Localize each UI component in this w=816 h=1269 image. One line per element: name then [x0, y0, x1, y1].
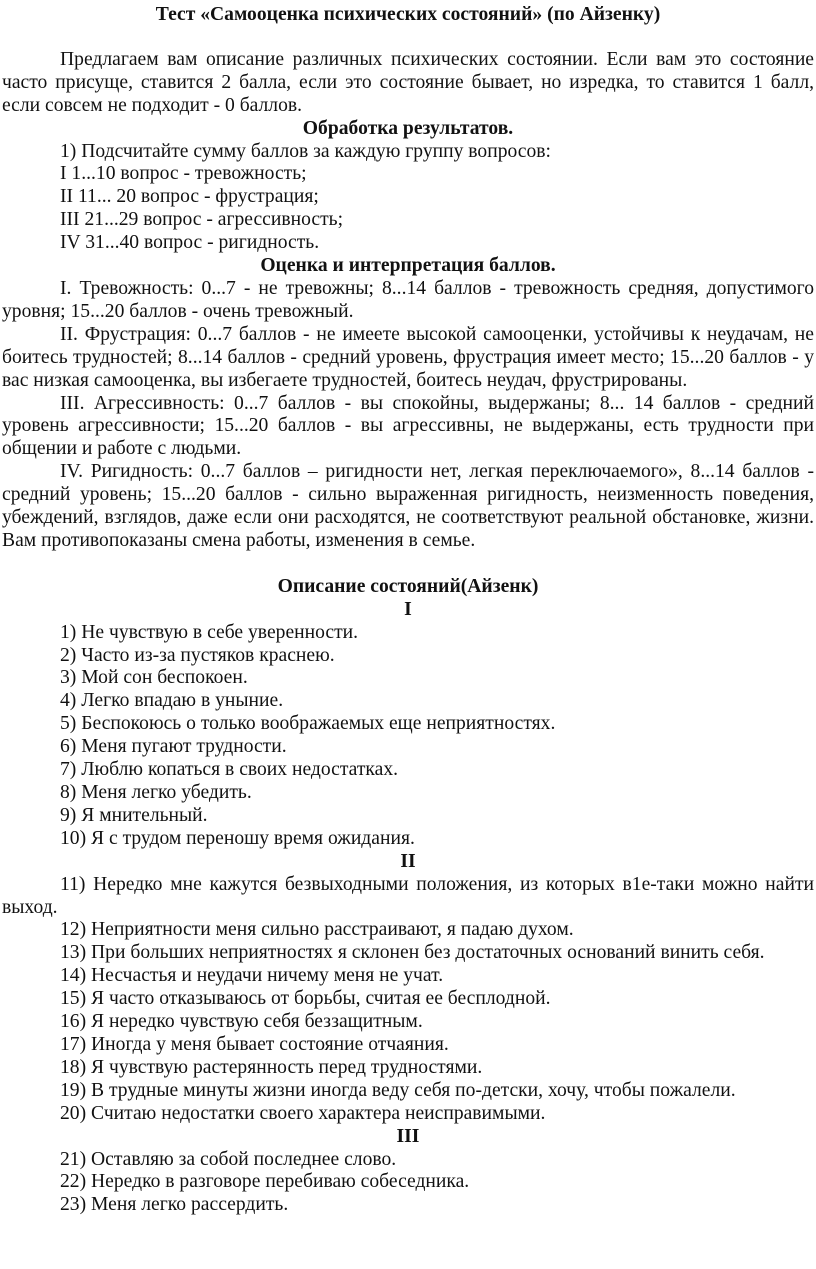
question-item: 23) Меня легко рассердить. [60, 1194, 289, 1216]
interpretation-heading: Оценка и интерпретация баллов. [260, 255, 556, 277]
question-item: 1) Не чувствую в себе уверенности. [60, 621, 359, 643]
group-line: III 21...29 вопрос - агрессивность; [60, 209, 344, 231]
question-item: 10) Я с трудом переношу время ожидания. [60, 827, 415, 849]
processing-step: 1) Подсчитайте сумму баллов за каждую группу вопросов: [60, 140, 551, 162]
question-item: 11) Нередко мне кажутся безвыходными положения, из которых в1е-таки можно найти выход. [2, 873, 814, 918]
interpretation-anxiety: I. Тревожность: 0...7 - не тревожны; 8...14 баллов - тревожность средняя, допустимого уровня; 15...20 баллов - очень тревожный. [2, 277, 814, 322]
group-line: II 11... 20 вопрос - фрустрация; [60, 186, 319, 208]
question-item: 8) Меня легко убедить. [60, 782, 252, 803]
group-line: IV 31...40 вопрос - ригидность. [60, 232, 320, 254]
question-item: 22) Нередко в разговоре перебиваю собеседника. [60, 1171, 470, 1193]
section-label-1: I [404, 598, 412, 620]
section-label-3: III [396, 1125, 420, 1147]
intro-paragraph: Предлагаем вам описание различных психических состоянии. Если вам это состояние часто присуще, ставится 2 балла, если это состояние бывает, но изредка, то ставится 1 балл, если совсем не подходит - 0 баллов. [2, 48, 814, 116]
question-item: 7) Люблю копаться в своих недостатках. [60, 759, 399, 781]
question-item: 17) Иногда у меня бывает состояние отчаяния. [60, 1033, 449, 1055]
question-item: 2) Часто из-за пустяков краснею. [60, 644, 335, 666]
question-item: 15) Я часто отказываюсь от борьбы, считая ее бесплодной. [60, 988, 551, 1010]
question-item: 21) Оставляю за собой последнее слово. [60, 1148, 397, 1170]
question-item: 19) В трудные минуты жизни иногда веду себя по-детски, хочу, чтобы пожалели. [60, 1079, 736, 1101]
question-item: 20) Считаю недостатки своего характера неисправимыми. [60, 1102, 546, 1124]
question-item: 5) Беспокоюсь о только воображаемых еще неприятностях. [60, 713, 556, 735]
question-item: 3) Мой сон беспокоен. [60, 667, 248, 689]
question-item: 14) Несчастья и неудачи ничему меня не учат. [60, 965, 444, 987]
question-item: 9) Я мнительный. [60, 804, 208, 826]
group-line: I 1...10 вопрос - тревожность; [60, 163, 307, 185]
processing-heading: Обработка результатов. [302, 117, 514, 139]
question-item: 16) Я нередко чувствую себя беззащитным. [60, 1011, 423, 1033]
question-item: 6) Меня пугают трудности. [60, 736, 287, 758]
interpretation-aggression: III. Агрессивность: 0...7 баллов - вы спокойны, выдержаны; 8... 14 баллов - средний уровень агрессивности; 15...20 баллов - вы агрессивны, не выдержаны, есть трудности при общении и работе с людьми. [2, 392, 814, 460]
section-label-2: II [400, 850, 416, 872]
document-title: Тест «Самооценка психических состояний» (по Айзенку) [155, 4, 661, 25]
question-item: 4) Легко впадаю в уныние. [60, 690, 284, 712]
question-item: 18) Я чувствую растерянность перед трудностями. [60, 1056, 483, 1078]
interpretation-rigidity: IV. Ригидность: 0...7 баллов – ригидности нет, легкая переключаемого», 8...14 баллов - средний уровень; 15...20 баллов - сильно выраженная ригидность, неизменность поведения, убеждений, взглядов, даже если они расходятся, не соответствуют реальной обстановке, жизни. Вам противопоказаны смена работы, изменения в семье. [2, 461, 814, 551]
question-item: 12) Неприятности меня сильно расстраивают, я падаю духом. [60, 919, 574, 941]
section-gap [2, 553, 814, 576]
question-item: 13) При больших неприятностях я склонен без достаточных оснований винить себя. [60, 942, 765, 964]
interpretation-frustration: II. Фрустрация: 0...7 баллов - не имеете высокой самооценки, устойчивы к неудачам, не боитесь трудностей; 8...14 баллов - средний уровень, фрустрация имеет место; 15...20 баллов - у вас низкая самооценка, вы избегаете трудностей, боитесь неудач, фрустрированы. [2, 323, 814, 391]
description-heading: Описание состояний(Айзенк) [277, 575, 539, 597]
